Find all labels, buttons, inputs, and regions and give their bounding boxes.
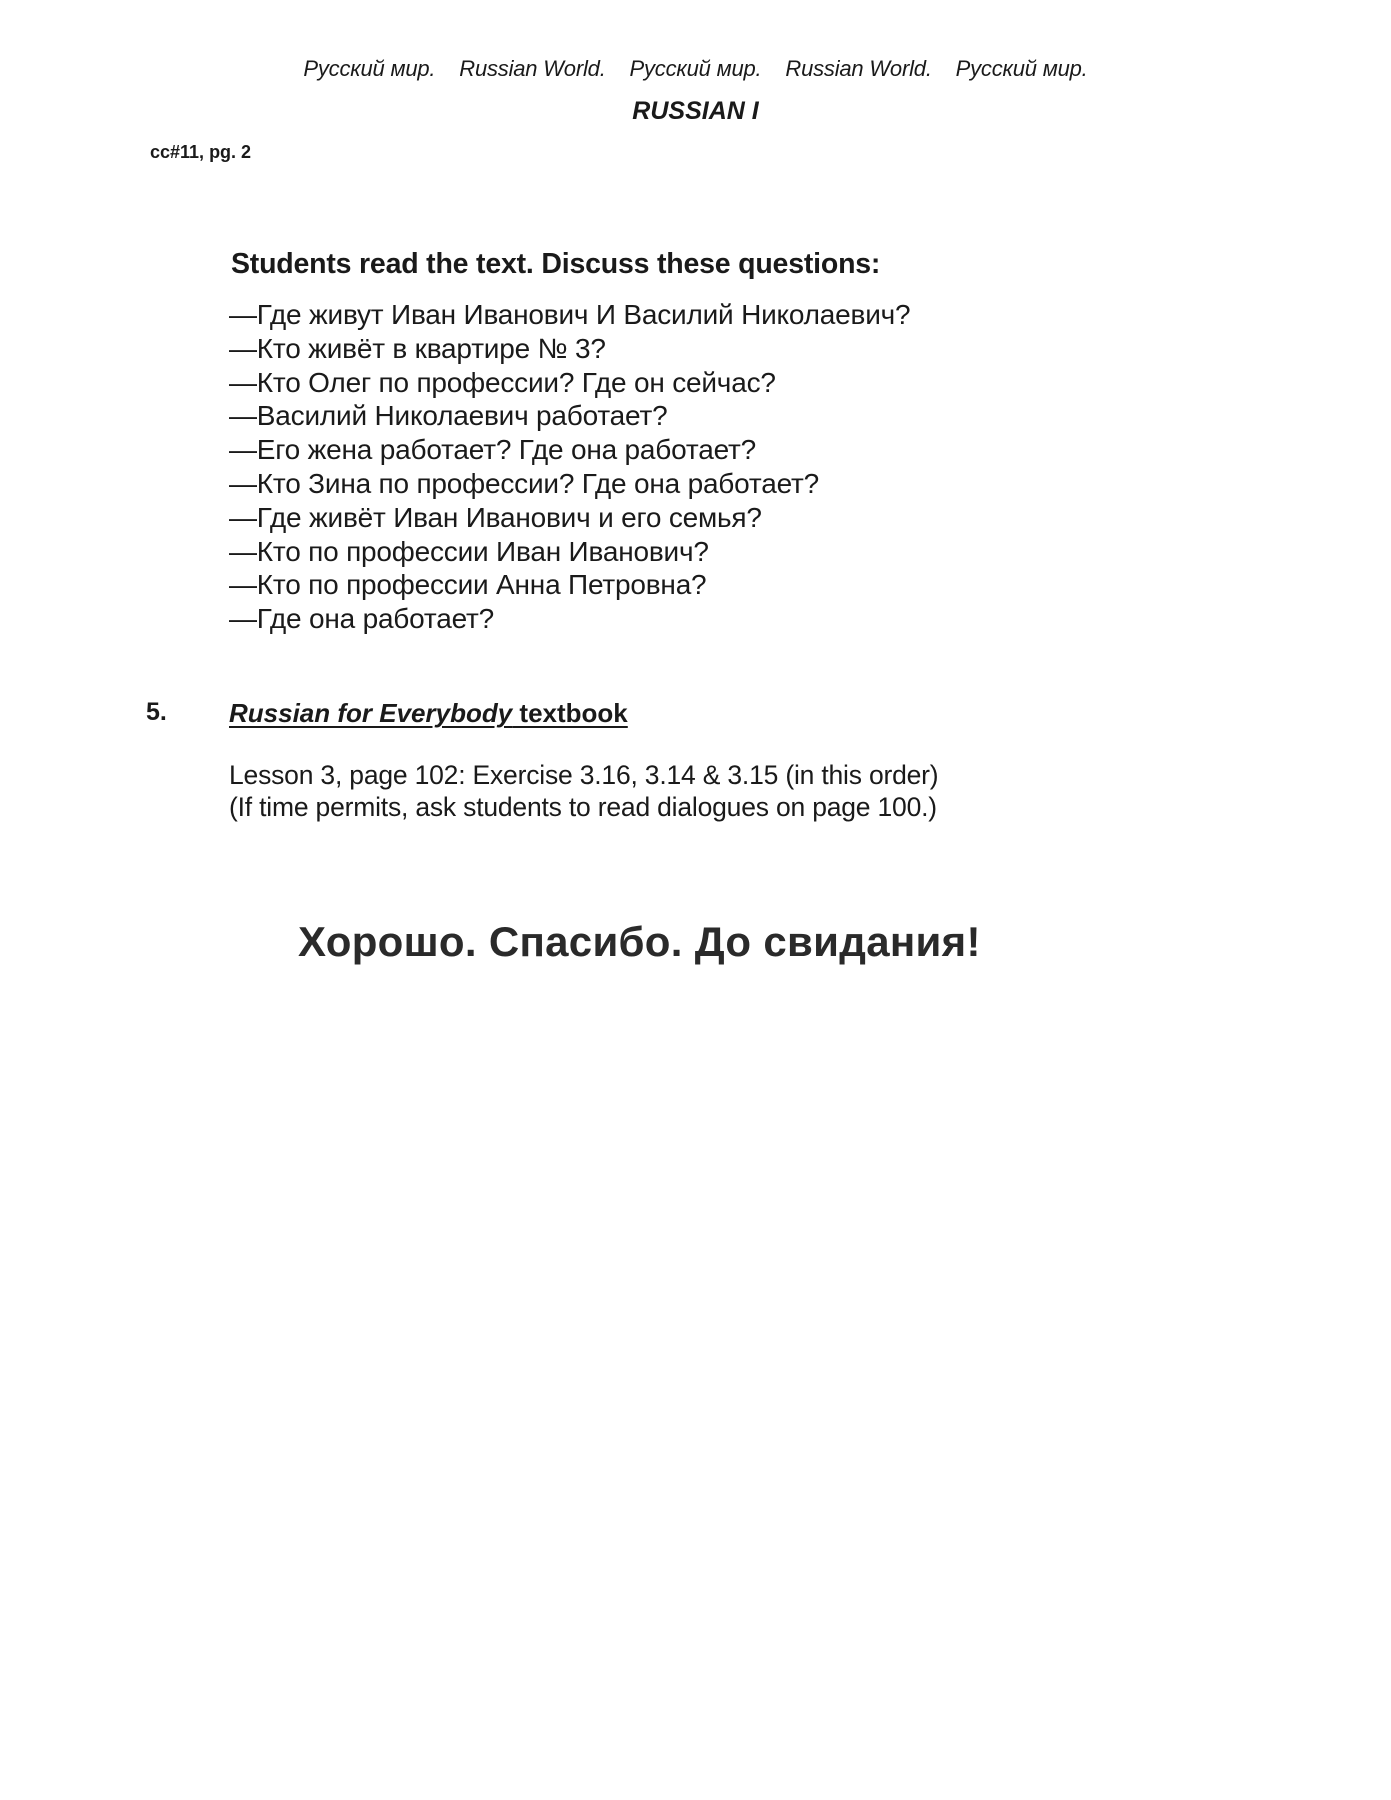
textbook-name: Russian for Everybody	[229, 698, 513, 728]
lesson-instructions	[229, 760, 938, 823]
lesson-line: (If time permits, ask students to read dialogues on page 100.)	[229, 791, 937, 822]
question-item: —Кто живёт в квартире № 3?	[229, 332, 606, 364]
banner-item: Russian World.	[459, 56, 606, 81]
page-banner	[0, 56, 1391, 82]
question-item: —Кто Олег по профессии? Где он сейчас?	[229, 366, 776, 398]
question-list	[229, 298, 910, 636]
question-item: —Кто по профессии Анна Петровна?	[229, 569, 707, 601]
page-reference: cc#11, pg. 2	[150, 142, 252, 162]
banner-item: Русский мир.	[629, 56, 762, 81]
section-title	[229, 698, 628, 729]
question-item: —Его жена работает? Где она работает?	[229, 434, 757, 466]
question-item: —Кто Зина по профессии? Где она работает?	[229, 467, 820, 499]
course-title: RUSSIAN I	[632, 97, 759, 125]
lesson-line: Lesson 3, page 102: Exercise 3.16, 3.14 & 3.15 (in this order)	[229, 760, 939, 790]
discussion-instruction: Students read the text. Discuss these questions:	[231, 248, 881, 280]
banner-item: Русский мир.	[955, 56, 1088, 81]
banner-item: Русский мир.	[303, 56, 436, 81]
question-item: —Где она работает?	[229, 603, 495, 635]
section-title-suffix: textbook	[512, 698, 628, 728]
question-item: —Василий Николаевич работает?	[229, 400, 668, 432]
question-item: —Где живёт Иван Иванович и его семья?	[229, 501, 762, 533]
question-item: —Кто по профессии Иван Иванович?	[229, 535, 709, 567]
question-item: —Где живут Иван Иванович И Василий Николаевич?	[229, 299, 911, 330]
banner-item: Russian World.	[785, 56, 932, 81]
farewell-heading: Хорошо. Спасибо. До свидания!	[298, 918, 981, 965]
section-number: 5.	[146, 698, 167, 726]
